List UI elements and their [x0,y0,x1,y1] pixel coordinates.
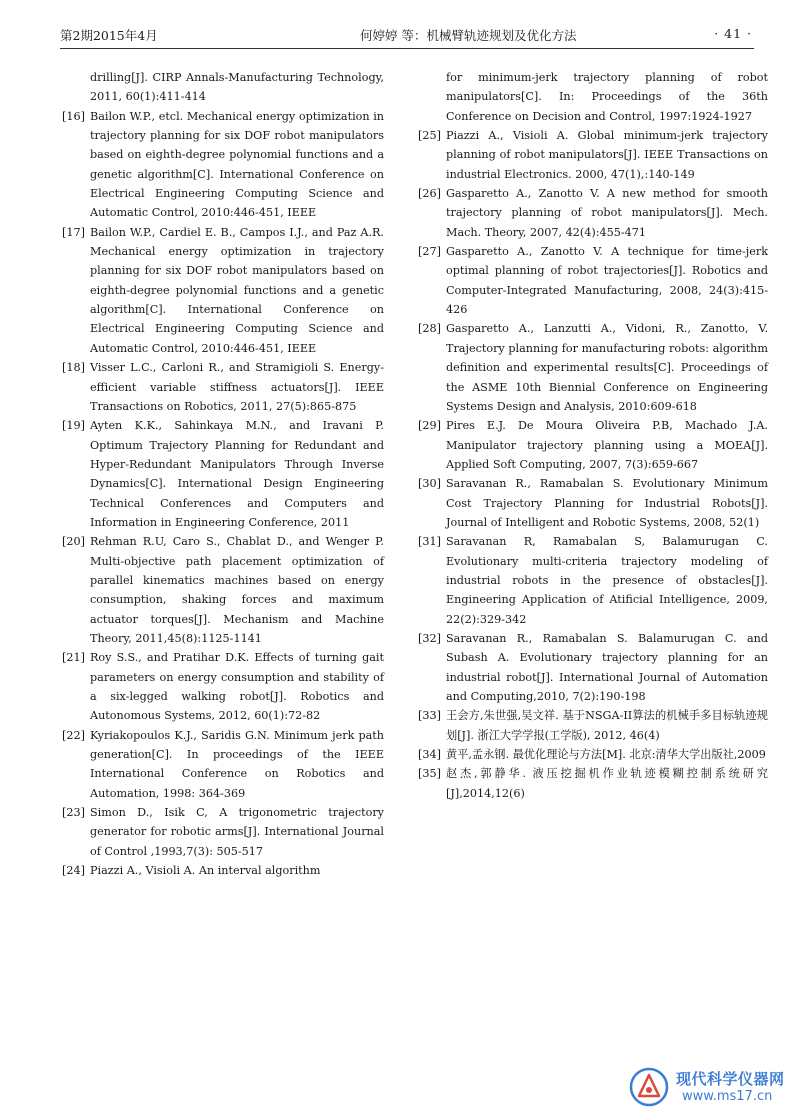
reference-item [418,706,768,745]
reference-text: Saravanan R., Ramabalan S. Evolutionary Minimum Cost Trajectory Planning for Industrial Robots[J]. Journal of Intelligent and Robotic Systems, 2008, 52(1) [446,477,768,529]
reference-number: [20] [62,535,85,549]
reference-number: [32] [418,631,441,645]
reference-text: Piazzi A., Visioli A. Global minimum-jerk trajectory planning of robot manipulators[J]. IEEE Transactions on industrial Electronics. 2000, 47(1),:140-149 [446,129,768,181]
reference-text: Kyriakopoulos K.J., Saridis G.N. Minimum jerk path generation[C]. In proceedings of the IEEE International Conference on Robotics and Automation, 1998: 364-369 [90,728,384,800]
reference-item [418,242,768,319]
reference-item [62,726,384,803]
reference-text: Bailon W.P., etcl. Mechanical energy optimization in trajectory planning for six DOF robot manipulators based on eighth-degree polynomial functions and a genetic algorithm[C]. International Conference on Electrical Engineering Computing Science and Automatic Control, 2010:446-451, IEEE [90,109,384,220]
reference-item [418,745,768,764]
reference-text: Simon D., Isik C, A trigonometric trajectory generator for robotic arms[J]. International Journal of Control ,1993,7(3): 505-517 [90,806,384,858]
reference-number: [31] [418,535,441,549]
header-rule [60,48,754,49]
reference-item [62,358,384,416]
reference-item [62,416,384,532]
reference-number: [33] [418,709,441,723]
reference-item [62,68,384,107]
reference-text: Bailon W.P., Cardiel E. B., Campos I.J., and Paz A.R. Mechanical energy optimization in trajectory planning for six DOF robot manipulators based on eighth-degree polynomial functions and a genetic algorithm[C]. International Conference on Electrical Engineering Computing Science and Automatic Control, 2010:446-451, IEEE [90,225,384,355]
reference-number: [25] [418,129,441,143]
reference-number: [17] [62,225,85,239]
reference-number: [27] [418,245,441,259]
reference-text: Pires E.J. De Moura Oliveira P.B, Machado J.A. Manipulator trajectory planning using a MOEA[J]. Applied Soft Computing, 2007, 7(3):659-667 [446,419,768,471]
reference-number: [16] [62,109,85,123]
reference-item [62,223,384,358]
reference-number: [19] [62,419,85,433]
reference-number: [35] [418,767,441,781]
reference-item [418,319,768,416]
reference-number: [22] [62,728,85,742]
reference-item [418,629,768,706]
reference-item [62,861,384,880]
reference-number: [21] [62,651,85,665]
running-title: 何婷婷 等：机械臂轨迹规划及优化方法 [360,28,577,43]
reference-text: Saravanan R, Ramabalan S, Balamurugan C. Evolutionary multi-criteria trajectory modeling of industrial robots in the presence of obstacles[J]. Engineering Application of Atificial Intelligence, 2009, 22(2):329-342 [446,535,768,626]
reference-number: [28] [418,322,441,336]
reference-text: Visser L.C., Carloni R., and Stramigioli S. Energy-efficient variable stiffness actuators[J]. IEEE Transactions on Robotics, 2011, 27(5):865-875 [90,361,384,413]
reference-item [418,184,768,242]
reference-item [418,126,768,184]
reference-text: Gasparetto A., Zanotto V. A new method for smooth trajectory planning of robot manipulators[J]. Mech. Mach. Theory, 2007, 42(4):455-471 [446,187,768,239]
reference-number: [23] [62,806,85,820]
reference-text: drilling[J]. CIRP Annals-Manufacturing Technology, 2011, 60(1):411-414 [90,71,384,104]
reference-item [62,803,384,861]
reference-item [418,764,768,803]
reference-text: Gasparetto A., Lanzutti A., Vidoni, R., Zanotto, V. Trajectory planning for manufacturing robots: algorithm definition and experimental results[C]. Proceedings of the ASME 10th Biennial Conference on Engineering Systems Design and Analysis, 2010:609-618 [446,322,768,413]
reference-text: Ayten K.K., Sahinkaya M.N., and Iravani P. Optimum Trajectory Planning for Redundant and Hyper-Redundant Manipulators Through Inverse Dynamics[C]. International Design Engineering Technical Conferences and Computers and Information in Engineering Conference, 2011 [90,419,384,529]
reference-number: [26] [418,187,441,201]
watermark [628,1062,798,1112]
reference-column-right [418,68,768,803]
reference-number: [24] [62,864,85,878]
reference-text: Rehman R.U, Caro S., Chablat D., and Wenger P. Multi-objective path placement optimization of parallel kinematics machines based on energy consumption, shaking forces and maximum actuator torques[J]. Mechanism and Machine Theory, 2011,45(8):1125-1141 [90,535,384,645]
reference-text: Saravanan R., Ramabalan S. Balamurugan C. and Subash A. Evolutionary trajectory planning for an industrial robot[J]. International Journal of Automation and Computing,2010, 7(2):190-198 [446,631,768,703]
reference-number: [30] [418,477,441,491]
reference-text: Roy S.S., and Pratihar D.K. Effects of turning gait parameters on energy consumption and stability of a six-legged walking robot[J]. Robotics and Autonomous Systems, 2012, 60(1):72-82 [90,651,384,723]
reference-text: 黄平,孟永钢. 最优化理论与方法[M]. 北京:清华大学出版社,2009 [446,748,766,762]
reference-column-left [62,68,384,880]
watermark-title: 现代科学仪器网 [676,1070,785,1088]
reference-text: 赵杰,郭静华. 液压挖掘机作业轨迹模糊控制系统研究[J],2014,12(6) [446,767,768,800]
reference-item [418,68,768,126]
page-header [60,24,752,46]
reference-number: [34] [418,748,441,762]
reference-item [62,107,384,223]
issue-label: 第2期2015年4月 [60,28,158,43]
reference-text: Gasparetto A., Zanotto V. A technique for time-jerk optimal planning of robot trajectories[J]. Robotics and Computer-Integrated Manufacturing, 2008, 24(3):415-426 [446,245,768,317]
reference-text: for minimum-jerk trajectory planning of robot manipulators[C]. In: Proceedings of the 36th Conference on Decision and Control, 1997:1924-1927 [446,71,768,123]
reference-item [418,416,768,474]
reference-number: [18] [62,361,85,375]
page-number: · 41 · [714,26,752,41]
watermark-url: www.ms17.cn [682,1089,773,1104]
reference-text: Piazzi A., Visioli A. An interval algorithm [90,864,321,878]
reference-text: 王会方,朱世强,吴文祥. 基于NSGA-II算法的机械手多目标轨迹规划[J]. 浙江大学学报(工学版), 2012, 46(4) [446,709,768,742]
reference-item [418,532,768,629]
reference-item [418,474,768,532]
reference-item [62,532,384,648]
reference-item [62,648,384,725]
reference-number: [29] [418,419,441,433]
watermark-logo-icon [628,1066,670,1108]
